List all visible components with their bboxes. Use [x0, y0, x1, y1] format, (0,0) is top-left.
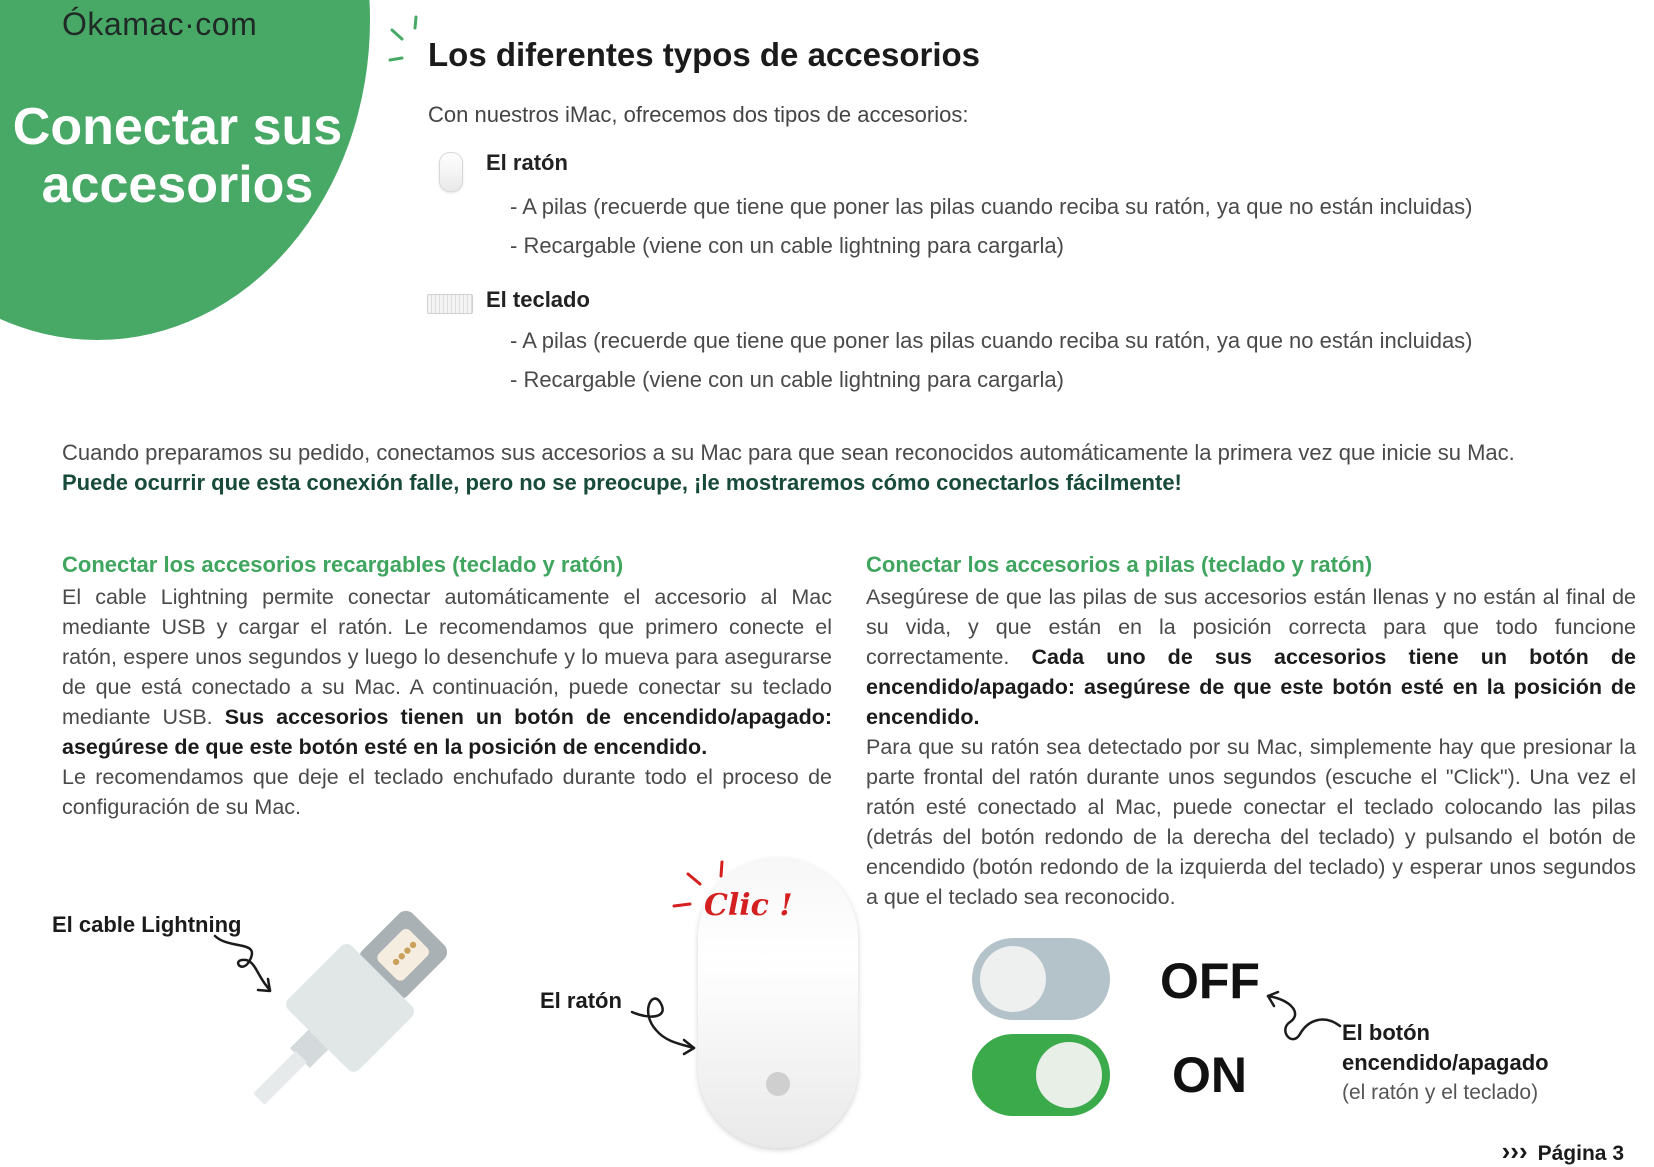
accessory-option: - A pilas (recuerde que tiene que poner las pilas cuando reciba su ratón, ya que no están incluidas): [510, 194, 1473, 219]
on-label: ON: [1172, 1047, 1247, 1103]
switch-knob: [980, 946, 1046, 1012]
left-col-title: Conectar los accesorios recargables (teclado y ratón): [62, 552, 624, 577]
mouse-sensor: [766, 1072, 790, 1096]
cable-label: El cable Lightning: [52, 912, 242, 937]
section-heading: Los diferentes typos de accesorios: [428, 36, 981, 73]
clic-label: Clic !: [704, 888, 793, 923]
lightning-cable-icon: [238, 900, 458, 1120]
accessory-option: - A pilas (recuerde que tiene que poner las pilas cuando reciba su ratón, ya que no están incluidas): [510, 328, 1473, 353]
switch-label-subtitle: encendido/apagado: [1342, 1050, 1549, 1075]
section-intro: Con nuestros iMac, ofrecemos dos tipos de accesorios:: [428, 102, 969, 127]
curly-arrow-icon: [1262, 990, 1342, 1050]
switch-knob: [1036, 1042, 1102, 1108]
notice-strong: Puede ocurrir que esta conexión falle, pero no se preocupe, ¡le mostraremos cómo conectarlos fácilmente!: [62, 470, 1182, 495]
off-label: OFF: [1160, 953, 1260, 1009]
right-col-title: Conectar los accesorios a pilas (teclado y ratón): [866, 552, 1373, 577]
switch-on: [972, 1034, 1110, 1116]
accessory-title-mouse: El ratón: [486, 150, 568, 175]
left-col-body: El cable Lightning permite conectar automáticamente el accesorio al Mac mediante USB y cargar el ratón. Le recomendamos que primero conecte el ratón, espere unos segundos y luego lo desenchufe y lo mueva para asegurarse de que está conectado a su Mac. A continuación, puede conectar su teclado mediante USB. Sus accesorios tienen un botón de encendido/apagado: asegúrese de que este botón esté en la posición de encendido. Le recomendamos que deje el teclado enchufado durante todo el proceso de configuración de su Mac.: [62, 585, 832, 819]
mouse-label: El ratón: [540, 988, 622, 1013]
switch-off: [972, 938, 1110, 1020]
hero-title: Conectar sus accesorios: [12, 98, 343, 214]
switch-label-note: (el ratón y el teclado): [1342, 1081, 1539, 1104]
switch-label-title: El botón: [1342, 1020, 1430, 1045]
mouse-icon: [439, 152, 463, 192]
keyboard-icon: [427, 294, 473, 314]
accessory-option: - Recargable (viene con un cable lightning para cargarla): [510, 367, 1064, 392]
page-number: ››› Página 3: [1501, 1136, 1624, 1166]
notice-text: Cuando preparamos su pedido, conectamos sus accesorios a su Mac para que sean reconocidos automáticamente la primera vez que inicie su Mac.: [62, 440, 1515, 465]
curly-arrow-icon: [630, 990, 700, 1060]
right-col-body: Asegúrese de que las pilas de sus accesorios están llenas y no están al final de su vida, y que están en la posición correcta para que todo funcione correctamente. Cada uno de sus accesorios tiene un botón de encendido/apagado: asegúrese de que este botón esté en la posición de encendido. Para que su ratón sea detectado por su Mac, simplemente hay que presionar la parte frontal del ratón durante unos segundos (escuche el "Click"). Una vez el ratón esté conectado al Mac, puede conectar el teclado colocando las pilas (detrás del botón redondo de la derecha del teclado) y pulsando el botón de encendido (botón redondo de la izquierda del teclado) y esperar unos segundos a que el teclado sea reconocido.: [866, 585, 1636, 909]
accessory-title-keyboard: El teclado: [486, 287, 590, 312]
brand-logo: Ókamac·com: [62, 6, 258, 42]
accessory-option: - Recargable (viene con un cable lightning para cargarla): [510, 233, 1064, 258]
chevrons-right-icon: ›››: [1501, 1136, 1528, 1166]
